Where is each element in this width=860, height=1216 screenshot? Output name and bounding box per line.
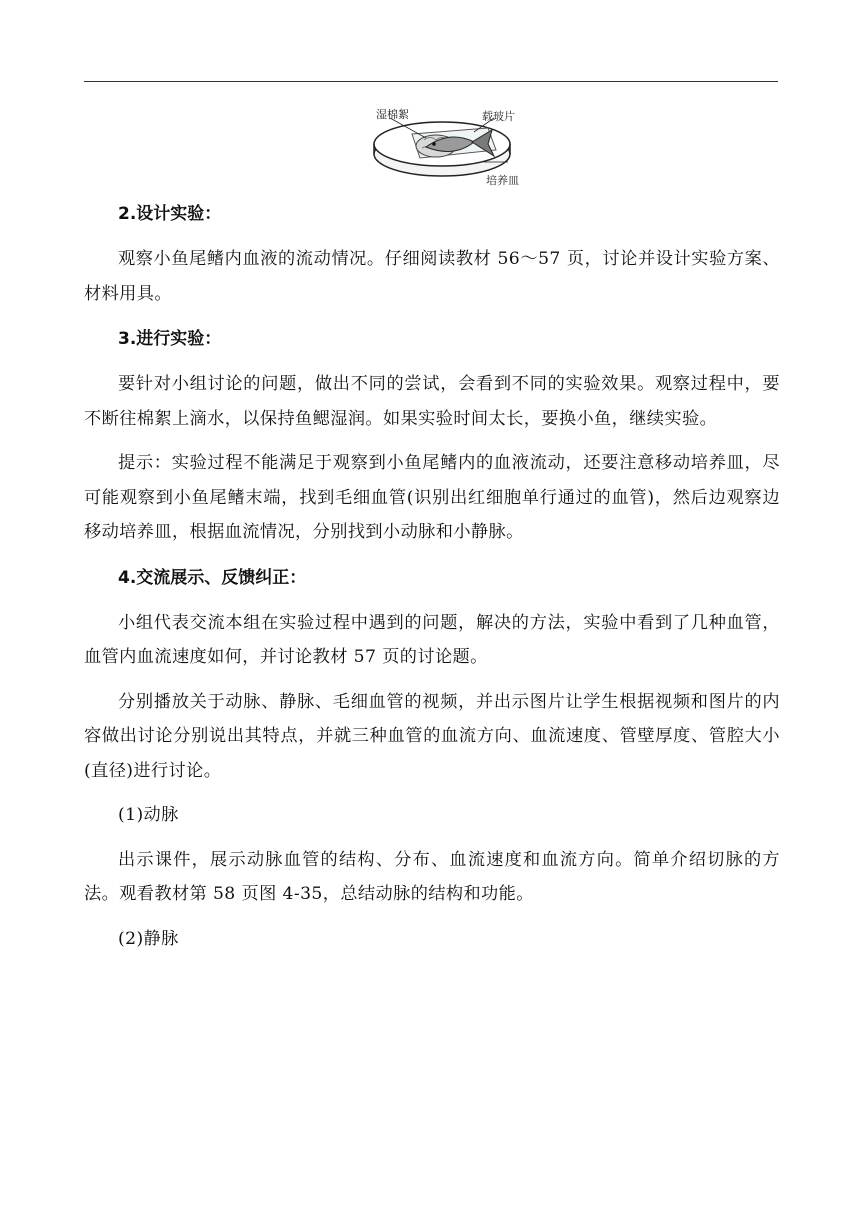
header-rule [84, 81, 778, 82]
paragraph: 提示：实验过程不能满足于观察到小鱼尾鳍内的血液流动，还要注意移动培养皿，尽可能观察到小鱼尾鳍末端，找到毛细血管(识别出红细胞单行通过的血管)，然后边观察边移动培养皿，根据血流情况，分别找到小动脉和小静脉。 [84, 453, 780, 542]
subheading-artery: (1)动脉 [118, 805, 179, 825]
section-heading-exchange: 4.交流展示、反馈纠正： [118, 567, 307, 588]
subheading-vein: (2)静脉 [118, 928, 179, 949]
paragraph: 小组代表交流本组在实验过程中遇到的问题，解决的方法，实验中看到了几种血管，血管内血流速度如何，并讨论教材 57 页的讨论题。 [84, 612, 780, 667]
paragraph: 分别播放关于动脉、静脉、毛细血管的视频，并出示图片让学生根据视频和图片的内容做出讨论分别说出其特点，并就三种血管的血流方向、血流速度、管壁厚度、管腔大小(直径)进行讨论。 [84, 691, 780, 781]
section-heading-experiment: 3.进行实验： [118, 329, 222, 349]
wet-cotton-label: 湿棉絮 [376, 108, 409, 121]
section-heading-design: 2.设计实验： [118, 204, 222, 224]
paragraph: 观察小鱼尾鳍内血液的流动情况。仔细阅读教材 56～57 页，讨论并设计实验方案、材料用具。 [84, 249, 780, 304]
glass-slide-label: 载玻片 [482, 110, 515, 123]
paragraph: 要针对小组讨论的问题，做出不同的尝试，会看到不同的实验效果。观察过程中，要不断往棉絮上滴水，以保持鱼鳃湿润。如果实验时间太长，要换小鱼，继续实验。 [84, 374, 780, 429]
paragraph: 出示课件，展示动脉血管的结构、分布、血流速度和血流方向。简单介绍切脉的方法。观看教材第 58 页图 4-35，总结动脉的结构和功能。 [84, 849, 780, 904]
petri-dish-label: 培养皿 [486, 174, 519, 187]
document-body [84, 196, 780, 966]
petri-dish-figure [370, 104, 530, 188]
